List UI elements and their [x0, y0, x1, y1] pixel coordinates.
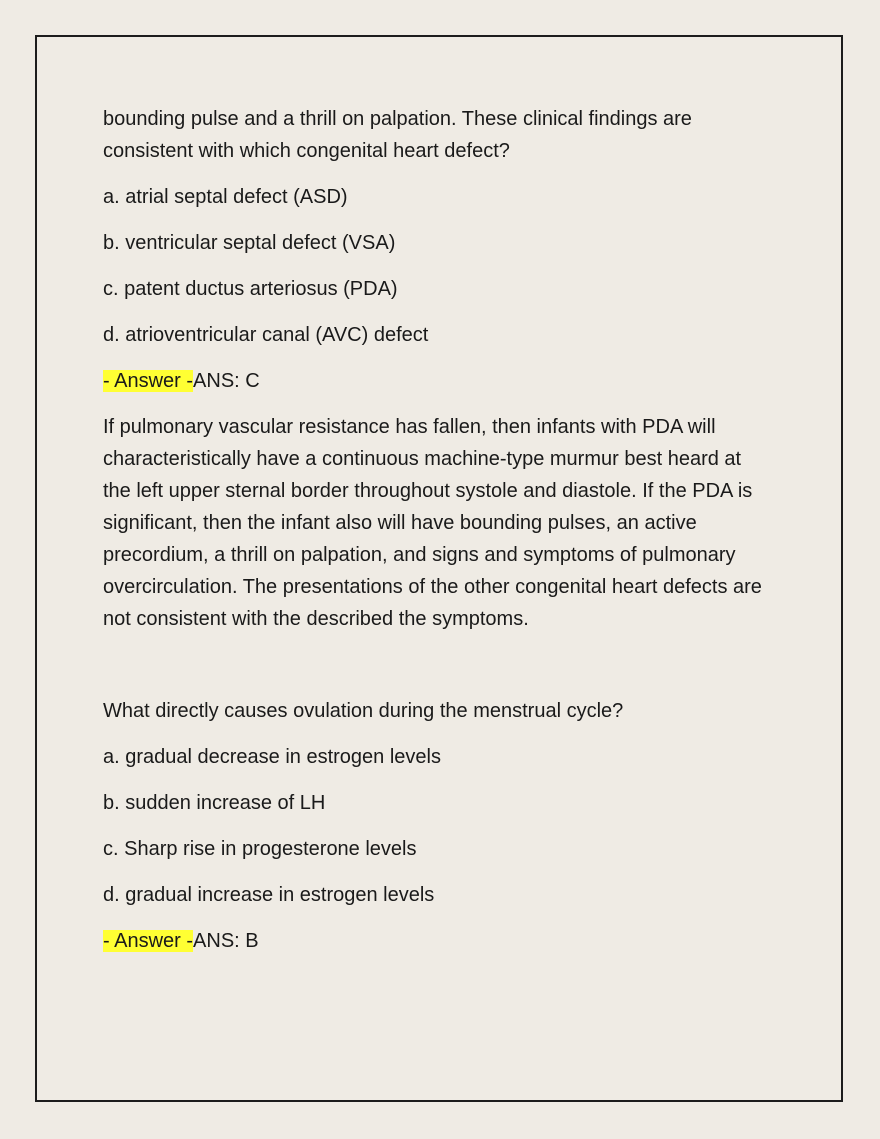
question-1-option-d: d. atrioventricular canal (AVC) defect	[103, 324, 429, 346]
answer-text: ANS: C	[193, 370, 260, 392]
question-1-option-c: c. patent ductus arteriosus (PDA)	[103, 278, 398, 300]
section-spacer	[103, 649, 783, 695]
answer-text: ANS: B	[193, 930, 259, 952]
document-body	[103, 103, 783, 971]
answer-highlight: - Answer -	[103, 930, 194, 952]
question-2-stem: What directly causes ovulation during the menstrual cycle?	[103, 700, 624, 722]
question-2-answer	[103, 925, 783, 957]
question-1-stem: bounding pulse and a thrill on palpation. These clinical findings are consistent with which congenital heart defect?	[103, 108, 692, 162]
question-1-option-a: a. atrial septal defect (ASD)	[103, 186, 348, 208]
question-1-rationale: If pulmonary vascular resistance has fallen, then infants with PDA will characteristically have a continuous machine-type murmur best heard at the left upper sternal border throughout systole and diastole. If the PDA is significant, then the infant also will have bounding pulses, an active precordium, a thrill on palpation, and signs and symptoms of pulmonary overcirculation. The presentations of the other congenital heart defects are not consistent with the described the symptoms.	[103, 416, 762, 630]
question-1-answer	[103, 365, 783, 397]
question-2-option-c: c. Sharp rise in progesterone levels	[103, 838, 417, 860]
question-2-option-a: a. gradual decrease in estrogen levels	[103, 746, 441, 768]
question-1-option-b: b. ventricular septal defect (VSA)	[103, 232, 396, 254]
answer-highlight: - Answer -	[103, 370, 194, 392]
question-2-option-b: b. sudden increase of LH	[103, 792, 326, 814]
question-2-option-d: d. gradual increase in estrogen levels	[103, 884, 435, 906]
